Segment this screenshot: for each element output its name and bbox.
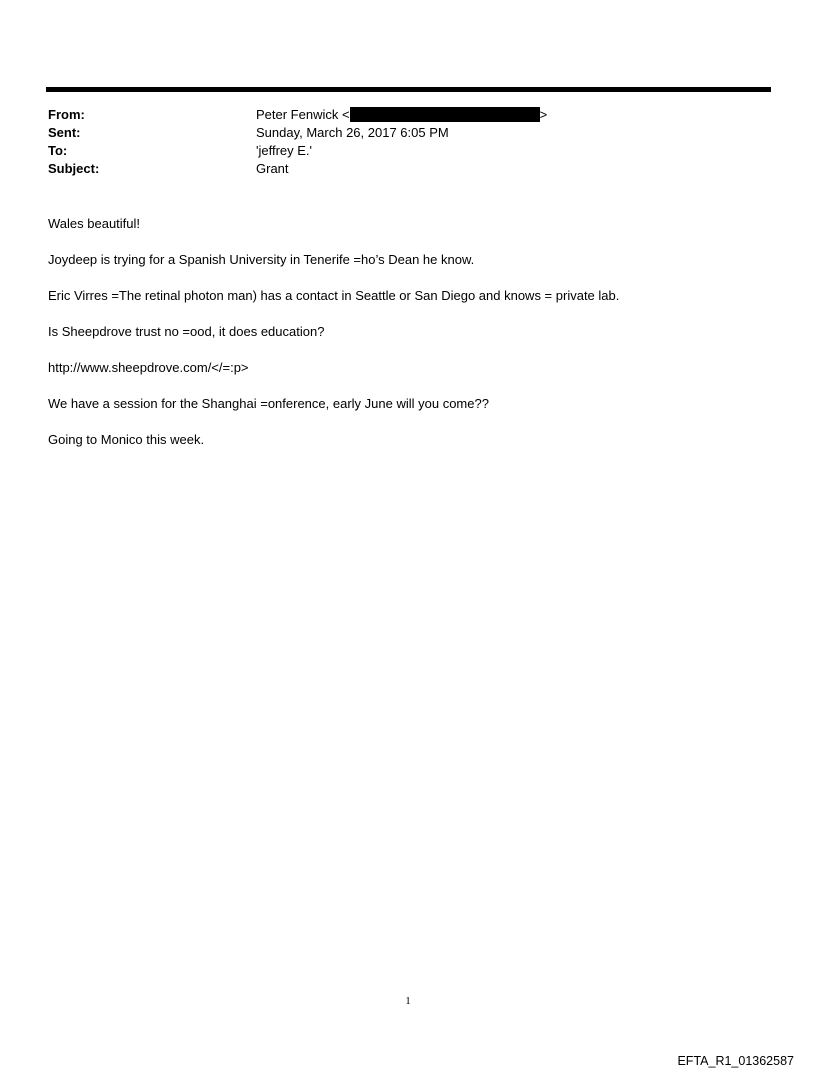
body-paragraph: Eric Virres =The retinal photon man) has a contact in Seattle or San Diego and knows = private lab. bbox=[48, 288, 620, 303]
email-body bbox=[48, 215, 768, 467]
sent-label: Sent: bbox=[48, 125, 81, 140]
body-paragraph: We have a session for the Shanghai =onference, early June will you come?? bbox=[48, 396, 489, 411]
page-number: 1 bbox=[405, 995, 411, 1007]
to-row bbox=[48, 142, 748, 160]
from-label: From: bbox=[48, 107, 85, 122]
body-paragraph: Is Sheepdrove trust no =ood, it does education? bbox=[48, 324, 325, 339]
body-paragraph: Joydeep is trying for a Spanish University in Tenerife =ho’s Dean he know. bbox=[48, 252, 475, 267]
header-divider bbox=[46, 87, 771, 92]
redaction-block bbox=[350, 107, 540, 122]
subject-row bbox=[48, 160, 748, 178]
to-value: 'jeffrey E.' bbox=[256, 143, 313, 158]
email-header bbox=[48, 106, 748, 178]
body-link: http://www.sheepdrove.com/</=:p> bbox=[48, 360, 249, 375]
document-id: EFTA_R1_01362587 bbox=[677, 1054, 794, 1068]
from-row bbox=[48, 106, 748, 124]
body-paragraph: Going to Monico this week. bbox=[48, 432, 205, 447]
from-value bbox=[256, 106, 748, 124]
sent-row bbox=[48, 124, 748, 142]
to-label: To: bbox=[48, 143, 68, 158]
sent-value: Sunday, March 26, 2017 6:05 PM bbox=[256, 125, 449, 140]
from-name: Peter Fenwick < bbox=[256, 107, 350, 122]
body-paragraph: Wales beautiful! bbox=[48, 216, 141, 231]
from-suffix: > bbox=[539, 107, 548, 122]
subject-label: Subject: bbox=[48, 161, 100, 176]
subject-value: Grant bbox=[256, 161, 289, 176]
